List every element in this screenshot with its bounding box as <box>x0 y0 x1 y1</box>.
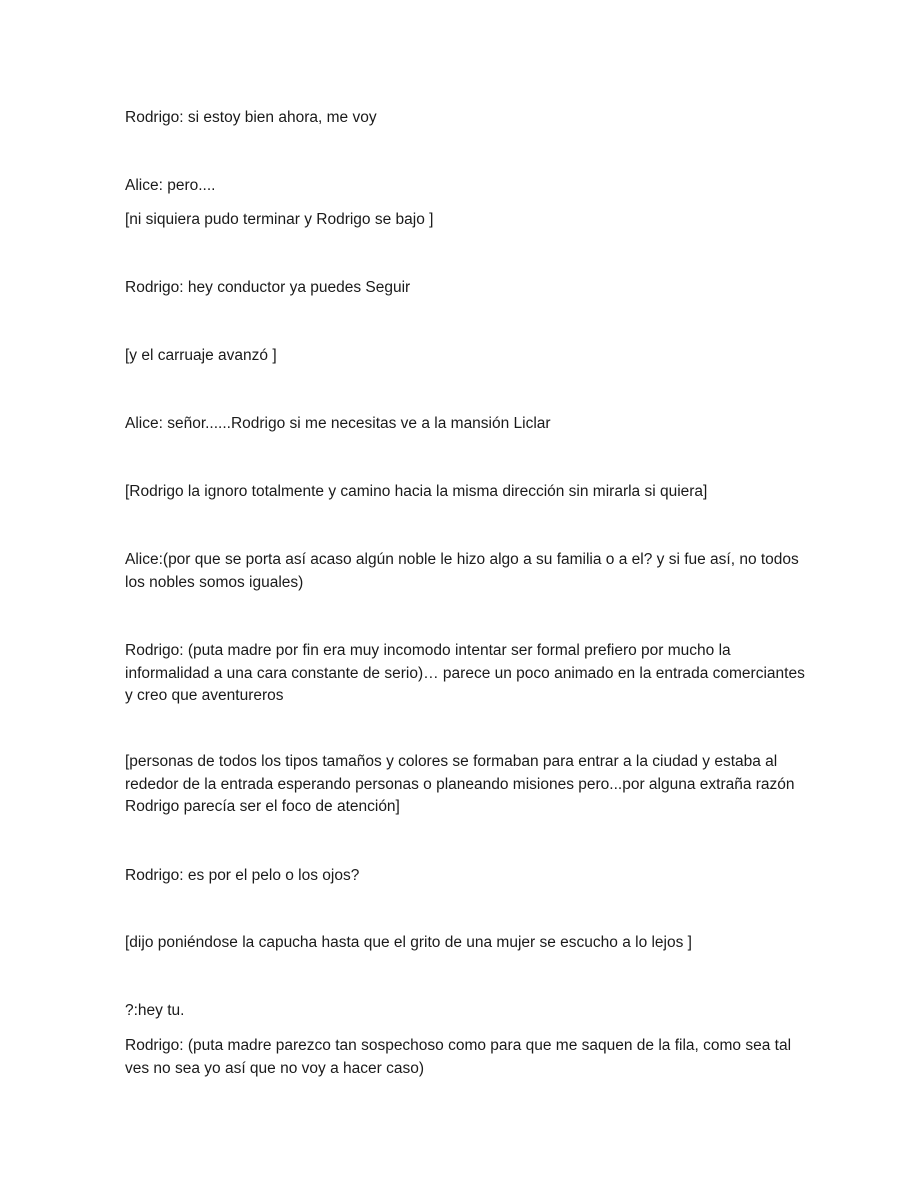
paragraph-line: rededor de la entrada esperando personas o planeando misiones pero...por alguna extraña razón <box>125 775 795 793</box>
paragraph-line: [ni siquiera pudo terminar y Rodrigo se bajo ] <box>125 211 434 228</box>
paragraph-line: Alice: señor......Rodrigo si me necesitas ve a la mansión Liclar <box>125 415 551 432</box>
paragraph-line: [personas de todos los tipos tamaños y colores se formaban para entrar a la ciudad y estaba al <box>125 753 778 770</box>
paragraph-12 <box>125 932 785 955</box>
paragraph-3 <box>125 209 785 232</box>
paragraph-9 <box>125 640 805 708</box>
paragraph-6 <box>125 413 785 436</box>
paragraph-line: Rodrigo: hey conductor ya puedes Seguir <box>125 279 411 296</box>
paragraph-5 <box>125 345 785 368</box>
paragraph-line: Rodrigo parecía ser el foco de atención] <box>125 798 400 815</box>
paragraph-line: y creo que aventureros <box>125 687 284 704</box>
paragraph-13 <box>125 1000 785 1023</box>
paragraph-line: informalidad a una cara constante de serio)… parece un poco animado en la entrada comerciantes <box>125 664 805 682</box>
paragraph-8 <box>125 549 799 594</box>
paragraph-7 <box>125 481 785 504</box>
paragraph-line: Alice: pero.... <box>125 177 216 194</box>
paragraph-line: los nobles somos iguales) <box>125 573 304 591</box>
paragraph-14 <box>125 1035 792 1080</box>
paragraph-line: ?:hey tu. <box>125 1002 185 1019</box>
paragraph-2 <box>125 175 785 198</box>
paragraph-1 <box>125 107 785 130</box>
paragraph-line: Rodrigo: es por el pelo o los ojos? <box>125 867 360 884</box>
paragraph-line: [y el carruaje avanzó ] <box>125 347 277 364</box>
paragraph-line: Rodrigo: si estoy bien ahora, me voy <box>125 109 377 126</box>
paragraph-10 <box>125 751 795 819</box>
paragraph-4 <box>125 277 785 300</box>
paragraph-line: Rodrigo: (puta madre parezco tan sospechoso como para que me saquen de la fila, como sea tal <box>125 1037 792 1054</box>
paragraph-line: ves no sea yo así que no voy a hacer caso) <box>125 1059 424 1077</box>
paragraph-11 <box>125 865 785 888</box>
paragraph-line: [Rodrigo la ignoro totalmente y camino hacia la misma dirección sin mirarla si quiera] <box>125 483 708 500</box>
paragraph-line: Rodrigo: (puta madre por fin era muy incomodo intentar ser formal prefiero por mucho la <box>125 642 731 659</box>
paragraph-line: Alice:(por que se porta así acaso algún noble le hizo algo a su familia o a el? y si fue así, no todos <box>125 551 799 568</box>
paragraph-line: [dijo poniéndose la capucha hasta que el grito de una mujer se escucho a lo lejos ] <box>125 934 692 951</box>
